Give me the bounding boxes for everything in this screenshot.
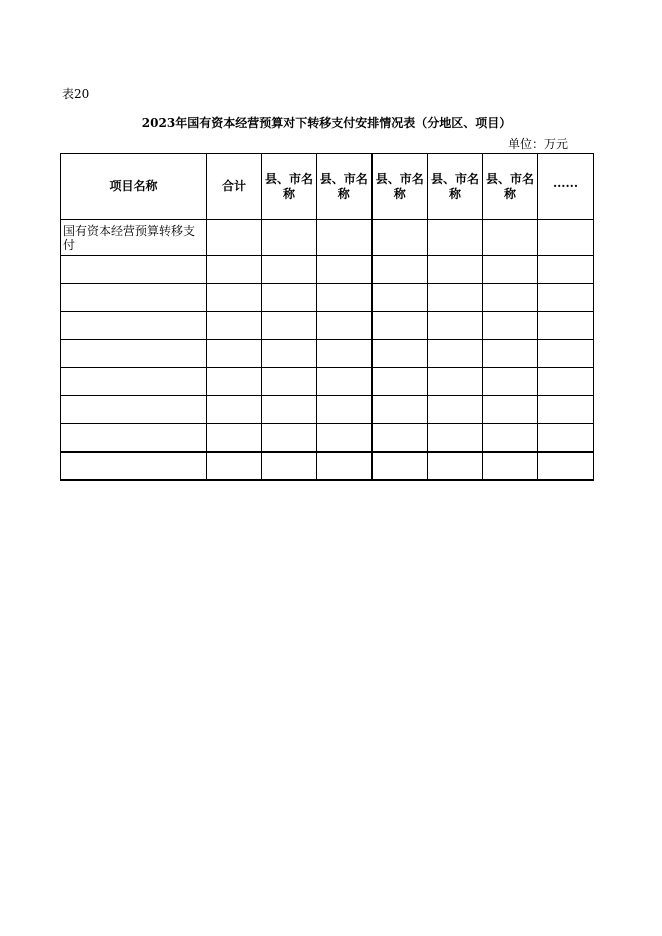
cell-county-1: [262, 424, 317, 452]
cell-item-name: [61, 284, 207, 312]
table-row: [61, 340, 594, 368]
cell-item-name: [61, 424, 207, 452]
cell-county-1: [262, 220, 317, 256]
cell-total: [207, 368, 262, 396]
cell-county-2: [317, 256, 372, 284]
cell-county-2: [317, 424, 372, 452]
unit-label: 单位：万元: [507, 137, 568, 151]
cell-county-2: [317, 452, 372, 480]
table-row: [61, 368, 594, 396]
cell-item-name: [61, 256, 207, 284]
cell-county-4: [428, 340, 483, 368]
cell-county-4: [428, 368, 483, 396]
cell-county-1: [262, 312, 317, 340]
table-row: [61, 256, 594, 284]
cell-more: [538, 220, 594, 256]
cell-total: [207, 396, 262, 424]
cell-county-3: [372, 424, 428, 452]
cell-county-1: [262, 368, 317, 396]
cell-county-4: [428, 312, 483, 340]
cell-county-5: [483, 424, 538, 452]
cell-county-4: [428, 284, 483, 312]
cell-more: [538, 340, 594, 368]
transfer-payment-table: [60, 153, 594, 481]
page-title: 2023年国有资本经营预算对下转移支付安排情况表（分地区、项目）: [141, 116, 512, 130]
cell-county-1: [262, 284, 317, 312]
cell-item-name: [61, 340, 207, 368]
cell-county-1: [262, 256, 317, 284]
cell-county-4: [428, 256, 483, 284]
cell-county-2: [317, 396, 372, 424]
cell-total: [207, 284, 262, 312]
cell-item-name: 国有资本经营预算转移支付: [61, 220, 207, 256]
cell-more: [538, 368, 594, 396]
cell-county-5: [483, 220, 538, 256]
cell-total: [207, 220, 262, 256]
cell-total: [207, 452, 262, 480]
cell-item-name: [61, 452, 207, 480]
cell-county-4: [428, 452, 483, 480]
cell-county-2: [317, 220, 372, 256]
cell-county-5: [483, 452, 538, 480]
cell-item-name: [61, 312, 207, 340]
cell-county-5: [483, 340, 538, 368]
cell-county-5: [483, 312, 538, 340]
cell-more: [538, 424, 594, 452]
header-more: ······: [538, 154, 594, 220]
cell-county-4: [428, 424, 483, 452]
cell-total: [207, 256, 262, 284]
cell-county-5: [483, 396, 538, 424]
cell-county-5: [483, 368, 538, 396]
cell-county-3: [372, 312, 428, 340]
cell-county-4: [428, 220, 483, 256]
cell-county-2: [317, 340, 372, 368]
cell-county-1: [262, 340, 317, 368]
cell-county-3: [372, 340, 428, 368]
cell-county-1: [262, 396, 317, 424]
table-row: [61, 312, 594, 340]
table-row: [61, 452, 594, 480]
cell-more: [538, 312, 594, 340]
cell-county-3: [372, 368, 428, 396]
cell-more: [538, 396, 594, 424]
cell-more: [538, 452, 594, 480]
cell-item-name: [61, 396, 207, 424]
table-row: [61, 284, 594, 312]
cell-total: [207, 424, 262, 452]
cell-total: [207, 340, 262, 368]
cell-county-3: [372, 256, 428, 284]
cell-county-4: [428, 396, 483, 424]
header-county-4: 县、市名称: [428, 154, 483, 220]
cell-more: [538, 256, 594, 284]
header-total: 合计: [207, 154, 262, 220]
cell-county-2: [317, 368, 372, 396]
cell-county-3: [372, 396, 428, 424]
header-row: [61, 154, 594, 220]
cell-more: [538, 284, 594, 312]
header-county-3: 县、市名称: [372, 154, 428, 220]
cell-county-3: [372, 220, 428, 256]
header-county-2: 县、市名称: [317, 154, 372, 220]
cell-county-3: [372, 284, 428, 312]
cell-county-1: [262, 452, 317, 480]
cell-county-3: [372, 452, 428, 480]
cell-item-name: [61, 368, 207, 396]
cell-county-2: [317, 312, 372, 340]
cell-county-5: [483, 256, 538, 284]
cell-county-5: [483, 284, 538, 312]
table-row: [61, 220, 594, 256]
table-number: 表20: [62, 87, 90, 101]
header-county-1: 县、市名称: [262, 154, 317, 220]
table-row: [61, 424, 594, 452]
header-item-name: 项目名称: [61, 154, 207, 220]
header-county-5: 县、市名称: [483, 154, 538, 220]
table-row: [61, 396, 594, 424]
cell-county-2: [317, 284, 372, 312]
cell-total: [207, 312, 262, 340]
